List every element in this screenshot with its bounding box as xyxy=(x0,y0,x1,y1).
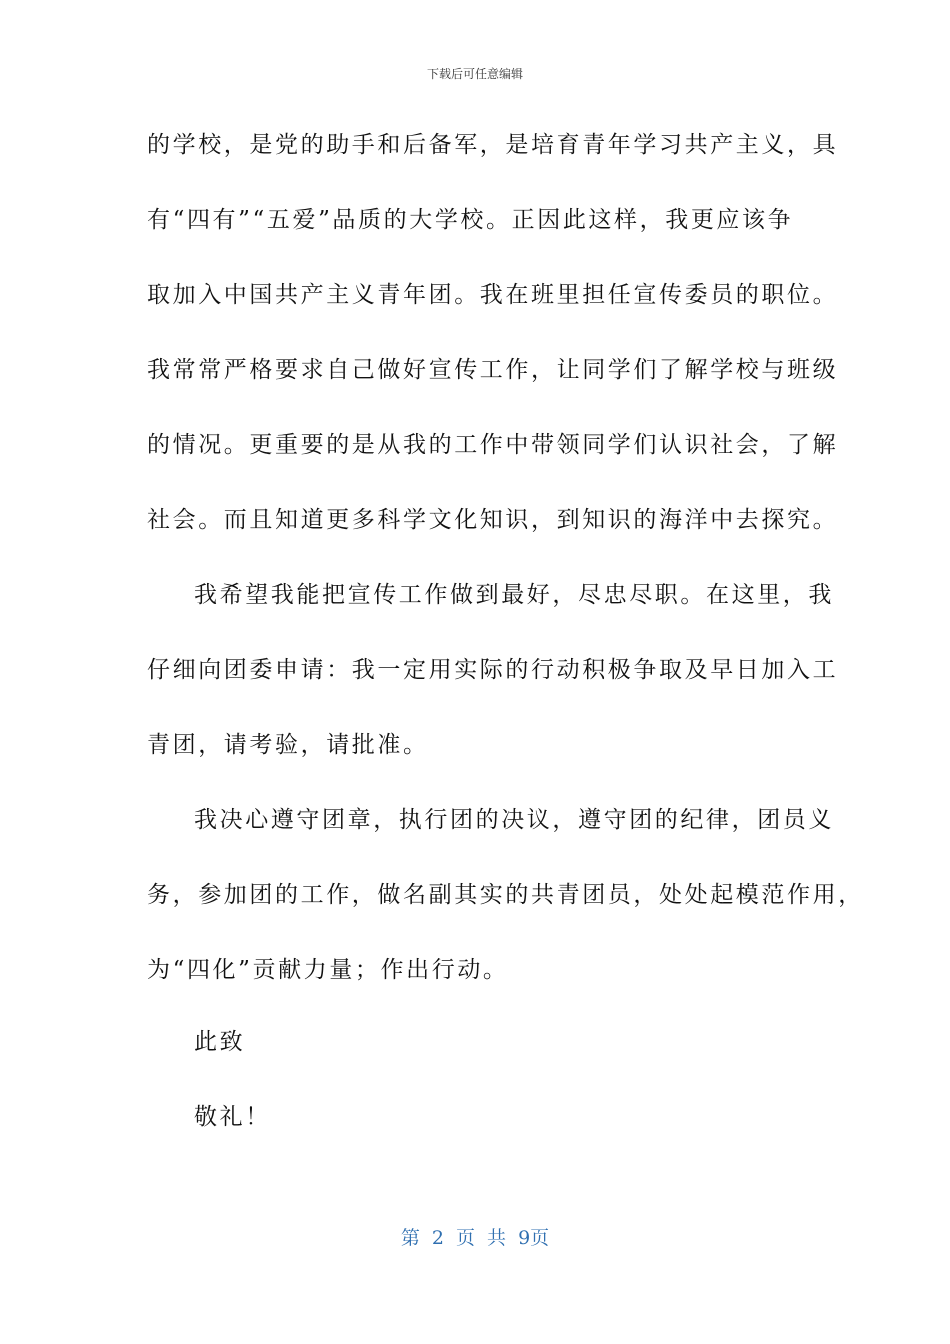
page-number: 第 2 页 共 9页 xyxy=(400,1227,550,1249)
body-line: 社会。而且知道更多科学文化知识，到知识的海洋中去探究。 xyxy=(147,507,839,533)
paragraph-first-line: 我决心遵守团章，执行团的决议，遵守团的纪律，团员义 xyxy=(194,807,834,833)
body-line: 务，参加团的工作，做名副其实的共青团员，处处起模范作用， xyxy=(147,882,864,908)
body-line: 取加入中国共产主义青年团。我在班里担任宣传委员的职位。 xyxy=(147,282,839,308)
body-line: 的学校，是党的助手和后备军，是培育青年学习共产主义，具 xyxy=(147,132,839,158)
page-header: 下载后可任意编辑 xyxy=(426,67,523,81)
body-line: 仔细向团委申请：我一定用实际的行动积极争取及早日加入工 xyxy=(147,657,839,683)
paragraph-first-line: 我希望我能把宣传工作做到最好，尽忠尽职。在这里，我 xyxy=(194,582,834,608)
body-line: 我常常严格要求自己做好宣传工作，让同学们了解学校与班级 xyxy=(147,357,839,383)
closing-salutation: 此致 xyxy=(194,1029,246,1055)
closing-regards: 敬礼！ xyxy=(194,1104,271,1130)
body-line: 有“四有”“五爱”品质的大学校。正因此这样，我更应该争 xyxy=(147,207,794,233)
body-line: 青团，请考验，请批准。 xyxy=(147,732,429,758)
body-line: 为“四化”贡献力量；作出行动。 xyxy=(147,957,509,983)
body-line: 的情况。更重要的是从我的工作中带领同学们认识社会，了解 xyxy=(147,432,839,458)
